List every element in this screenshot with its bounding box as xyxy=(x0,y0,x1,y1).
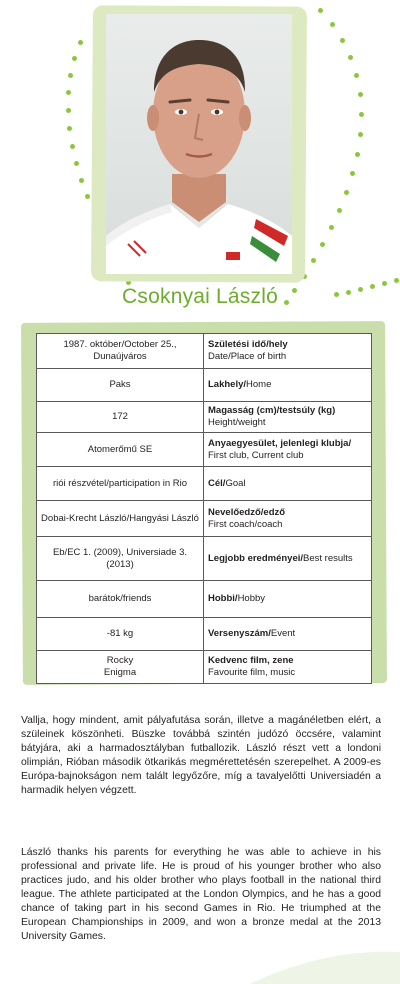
label-hu: Anyaegyesület, jelenlegi klubja/ xyxy=(208,437,352,449)
dot xyxy=(359,112,364,117)
table-value xyxy=(37,651,204,684)
table-value: Atomerőmű SE xyxy=(37,433,204,467)
label-en: Hobby xyxy=(237,593,266,604)
info-table xyxy=(36,333,372,684)
label-en: Event xyxy=(270,628,296,639)
label-hu: Legjobb eredményei/ xyxy=(208,552,304,564)
table-row xyxy=(37,467,372,501)
label-hu: Versenyszám/ xyxy=(208,628,271,639)
dot xyxy=(79,178,84,183)
table-value: Paks xyxy=(37,369,204,402)
label-hu: Magasság (cm)/testsúly (kg) xyxy=(208,405,336,416)
label-hu: Cél/ xyxy=(208,477,226,489)
dot xyxy=(329,225,334,230)
table-label xyxy=(204,433,372,467)
label-en: Favourite film, music xyxy=(208,667,296,678)
dot xyxy=(358,132,363,137)
table-value: 172 xyxy=(37,402,204,433)
table-row xyxy=(37,501,372,537)
table-row xyxy=(37,334,372,369)
table-label xyxy=(204,402,372,433)
dot xyxy=(344,190,349,195)
dot xyxy=(318,8,323,13)
table-label xyxy=(204,501,372,537)
dot xyxy=(85,194,90,199)
table-row xyxy=(37,651,372,684)
table-row xyxy=(37,369,372,402)
table-value: riói részvétel/participation in Rio xyxy=(37,467,204,501)
label-hu: Hobbi/ xyxy=(208,593,238,604)
dot xyxy=(78,40,83,45)
table-label xyxy=(204,581,372,618)
table-label xyxy=(204,467,372,501)
dot xyxy=(311,258,316,263)
table-value: Dobai-Krecht László/Hangyási László xyxy=(37,501,204,537)
label-hu: Kedvenc film, zene xyxy=(208,655,294,666)
table-value: Eb/EC 1. (2009), Universiade 3. (2013) xyxy=(37,537,204,581)
table-row xyxy=(37,433,372,467)
dot xyxy=(74,161,79,166)
bio-english: László thanks his parents for everything he was able to achieve in his professional and private life. He is proud of his younger brother who also practices judo, and his older brother who plays football in the national third league. The athlete participated at the London Olympics, and he has a good chance of taking part in his second Games in Rio. He triumphed at the European Championships in 2009, and won a bronze medal at the 2013 University Games. xyxy=(21,847,381,942)
table-row xyxy=(37,618,372,651)
dot xyxy=(66,90,71,95)
table-label xyxy=(204,651,372,684)
dot xyxy=(68,73,73,78)
athlete-photo xyxy=(106,14,292,274)
dot xyxy=(72,56,77,61)
dot xyxy=(354,73,359,78)
dot xyxy=(340,38,345,43)
label-en: First club, Current club xyxy=(208,449,304,461)
table-row xyxy=(37,402,372,433)
dot xyxy=(394,278,399,283)
table-row xyxy=(37,537,372,581)
label-en: Date/Place of birth xyxy=(208,351,287,362)
bio-hungarian: Vallja, hogy mindent, amit pályafutása során, illetve a magánéletben elért, a szüleinek köszönheti. Büszke továbbá szintén judózó öccsére, valamint bátyjára, aki a harmadosztályban futballozik. László részt vett a londoni olimpián, Rióban második ötkarikás megmérettetésén szerepelhet. A 2009-es Európa-bajnokságon nem talált legyőzőre, míg a tavalyelőtti Universiadén a harmadik helyen végzett. xyxy=(21,715,381,796)
table-value: barátok/friends xyxy=(37,581,204,618)
table-row xyxy=(37,581,372,618)
table-value: -81 kg xyxy=(37,618,204,651)
dot xyxy=(67,126,72,131)
dot xyxy=(355,152,360,157)
label-en: First coach/coach xyxy=(208,518,283,530)
table-value: 1987. október/October 25., Dunaújváros xyxy=(37,334,204,369)
dot xyxy=(66,108,71,113)
label-en: Best results xyxy=(303,552,353,564)
label-en: Home xyxy=(246,379,272,390)
athlete-name: Csoknyai László xyxy=(122,285,278,308)
label-en: Height/weight xyxy=(208,417,266,428)
dot xyxy=(348,55,353,60)
table-label xyxy=(204,537,372,581)
label-hu: Nevelőedző/edző xyxy=(208,506,286,518)
dot xyxy=(337,208,342,213)
table-label xyxy=(204,618,372,651)
label-hu: Születési idő/hely xyxy=(208,339,288,350)
table-label xyxy=(204,334,372,369)
table-label xyxy=(204,369,372,402)
film-value: Rocky Enigma xyxy=(103,655,137,678)
dot xyxy=(70,144,75,149)
dot xyxy=(358,92,363,97)
dot xyxy=(350,171,355,176)
dot xyxy=(330,22,335,27)
label-hu: Lakhely/ xyxy=(208,379,247,390)
label-en: Goal xyxy=(225,477,246,489)
dot xyxy=(320,242,325,247)
